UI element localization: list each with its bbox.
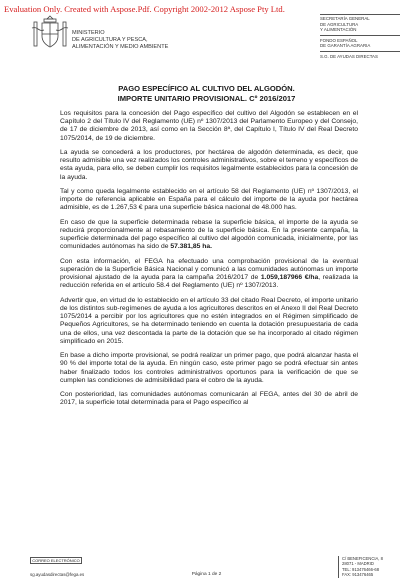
fund-name bbox=[320, 36, 400, 52]
fund-line: FONDO ESPAÑOL bbox=[320, 37, 358, 43]
address-line: 28071 - MADRID bbox=[342, 561, 374, 567]
secretariat-line: Y ALIMENTACIÓN bbox=[320, 27, 357, 33]
page-number: Página 1 de 2 bbox=[191, 572, 222, 577]
paragraph: La ayuda se concederá a los productores, por hectárea de algodón determinada, es decir, que resulto admisible una vez realizados los controles administrativos, sobre el terreno y específicos de esta ayuda, para ello, se deben cumplir los requisitos legalmente establecidos para la concesión de la ayuda. bbox=[60, 149, 358, 181]
address-line: TEL: 913476466-68 bbox=[342, 566, 380, 572]
paragraph: Advertir que, en virtud de lo establecido en el artículo 33 del citado Real Decreto, el importe unitario de los distintos sub-regímenes de ayuda a los agricultores descritos en el Anexo II del Real Decreto 1075/2014 a percibir por los agricultores que no estén integrados en el Régimen simplificado de Pequeños Agricultores, se ha determinado teniendo en cuenta la dotación presupuestaria de cada una de ellos, una vez descontada la parte de la dotación que se ha incorporado al citado régimen simplificado en 2015. bbox=[60, 296, 358, 345]
address-line: C/ BENEFICENCIA, 8 bbox=[342, 556, 383, 561]
document-title bbox=[0, 84, 413, 104]
address-line: FAX: 913476465 bbox=[342, 572, 374, 578]
secretariat-box bbox=[320, 14, 400, 36]
subdirectorate: S.G. DE AYUDAS DIRECTAS bbox=[320, 53, 378, 59]
email-label-box: CORREO ELECTRÓNICO bbox=[30, 557, 82, 564]
paragraph: Tal y como queda legalmente establecido en el artículo 58 del Reglamento (UE) nº 1307/2013, el importe de referencia aplicable en España para el cálculo del importe de la ayuda por hectárea admisible, es de 1.267,53 € para una superficie básica nacional de 48.000 has. bbox=[60, 188, 358, 212]
ministry-line: MINISTERIO bbox=[72, 30, 105, 36]
paragraph: Con posterioridad, las comunidades autónomas comunicarán al FEGA, antes del 30 de abril de 2017, la superficie total determinada para el Pago específico al bbox=[60, 391, 358, 407]
fund-line: DE GARANTÍA AGRARIA bbox=[320, 43, 371, 49]
ministry-line: DE AGRICULTURA Y PESCA, bbox=[72, 37, 148, 44]
ministry-line: ALIMENTACIÓN Y MEDIO AMBIENTE bbox=[72, 44, 169, 51]
paragraph: En caso de que la superficie determinada rebase la superficie básica, el importe de la ayuda se reducirá proporcionalmente al rebasamiento de la superficie básica. En la presente campaña, la superficie determinada del pago específico al cultivo del algodón comunicada, inicialmente, por las comunidades autónomas ha sido de 57.381,85 ha. bbox=[60, 218, 358, 251]
title-line: PAGO ESPECÍFICO AL CULTIVO DEL ALGODÓN. bbox=[118, 84, 295, 93]
paragraph: Con esta información, el FEGA ha efectuado una comprobación provisional de la eventual superación de la Superficie Básica Nacional y comunicó a las comunidades autónomas un importe provisional ajustado de la ayuda para la campaña 2016/2017 de 1.059,187966 €/ha, realizada la reducción referida en el artículo 58.4 del Reglamento (UE) nº 1307/2013. bbox=[60, 257, 358, 290]
evaluation-watermark: Evaluation Only. Created with Aspose.Pdf. Copyright 2002-2012 Aspose Pty Ltd. bbox=[4, 4, 285, 14]
agency-header bbox=[320, 14, 400, 62]
postal-address bbox=[338, 556, 383, 578]
document-body bbox=[60, 110, 358, 414]
ministry-name bbox=[72, 30, 168, 52]
paragraph: Los requisitos para la concesión del Pago específico del cultivo del Algodón se establecen en el Capítulo 2 del Título IV del Reglamento (UE) nº 1307/2013 del Parlamento Europeo y del Consejo, de 17 de diciembre de 2013, así como en la Sección 8ª, del Capítulo I, Título IV del Real Decreto 1075/2014, de 19 de diciembre. bbox=[60, 110, 358, 142]
contact-email[interactable]: sg.ayudasdirectas@fega.es bbox=[30, 572, 85, 577]
surface-value: 57.381,85 ha. bbox=[170, 243, 212, 251]
secretariat-line: SECRETARÍA GENERAL bbox=[320, 16, 370, 21]
paragraph: En base a dicho importe provisional, se podrá realizar un primer pago, que podrá alcanzar hasta el 90 % del importe total de la ayuda. En ningún caso, este primer pago se podrá efectuar sin antes haber finalizado todos los controles administrativos oportunos para la verificación de que se cumplen las condiciones de admisibilidad para el cobro de la ayuda. bbox=[60, 352, 358, 384]
title-line: IMPORTE UNITARIO PROVISIONAL. Cº 2016/2017 bbox=[117, 94, 296, 103]
coat-of-arms-emblem bbox=[30, 14, 70, 52]
secretariat-line: DE AGRICULTURA bbox=[320, 21, 359, 27]
unit-amount: 1.059,187966 €/ha bbox=[260, 274, 319, 282]
